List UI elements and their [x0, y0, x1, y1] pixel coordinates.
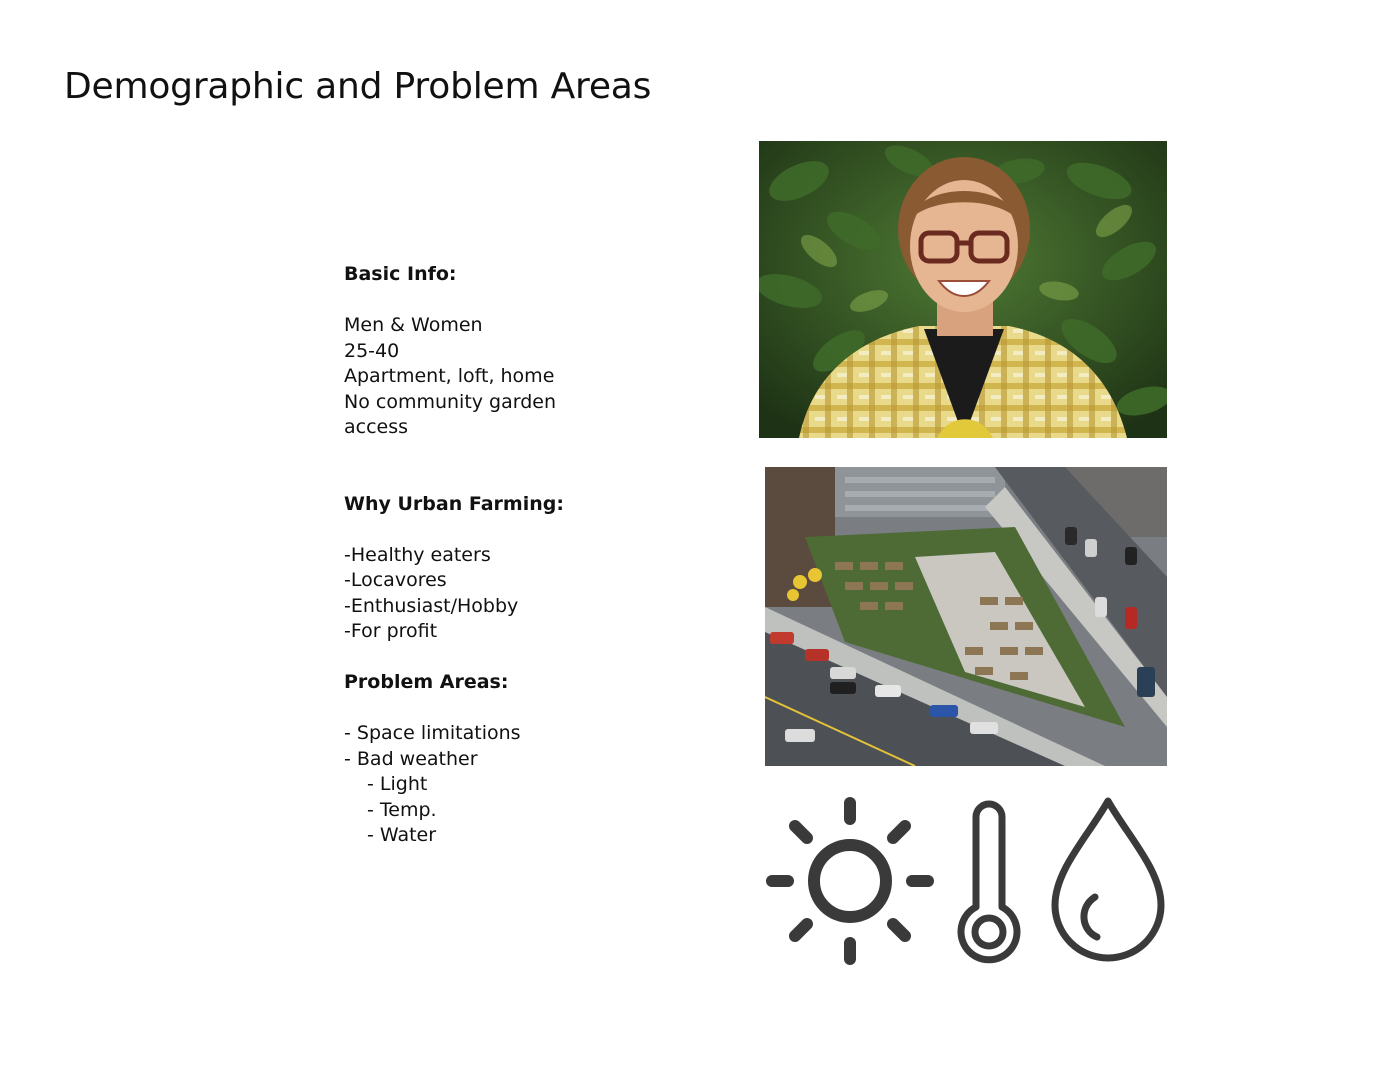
problem-area-subline: - Temp. [367, 798, 437, 821]
why-urban-farming-line: -Healthy eaters [344, 543, 491, 566]
sun-icon [764, 795, 936, 967]
basic-info-line: 25-40 [344, 339, 400, 362]
basic-info-line: Men & Women [344, 314, 483, 336]
weather-icons-row [764, 795, 1174, 967]
content-column [344, 262, 674, 849]
problem-area-line: - Space limitations [344, 722, 521, 744]
why-urban-farming-line: -Locavores [344, 569, 447, 591]
why-urban-farming-line: -Enthusiast/Hobby [344, 594, 519, 617]
problem-areas-heading: Problem Areas: [344, 671, 509, 693]
basic-info-line: Apartment, loft, home [344, 365, 555, 387]
basic-info-heading: Basic Info: [344, 263, 457, 285]
water-drop-icon [1049, 795, 1169, 967]
problem-area-line: - Bad weather [344, 747, 478, 770]
why-urban-farming-line: -For profit [344, 620, 438, 642]
page-title: Demographic and Problem Areas [64, 66, 652, 107]
thermometer-icon [954, 795, 1024, 967]
problem-area-subline: - Water [367, 824, 437, 846]
why-urban-farming-heading: Why Urban Farming: [344, 492, 564, 515]
basic-info-line: No community garden [344, 390, 557, 413]
urban-garden-aerial-photo [765, 467, 1167, 766]
problem-area-subline: - Light [367, 773, 428, 795]
portrait-photo [759, 141, 1167, 438]
basic-info-line: access [344, 416, 409, 438]
